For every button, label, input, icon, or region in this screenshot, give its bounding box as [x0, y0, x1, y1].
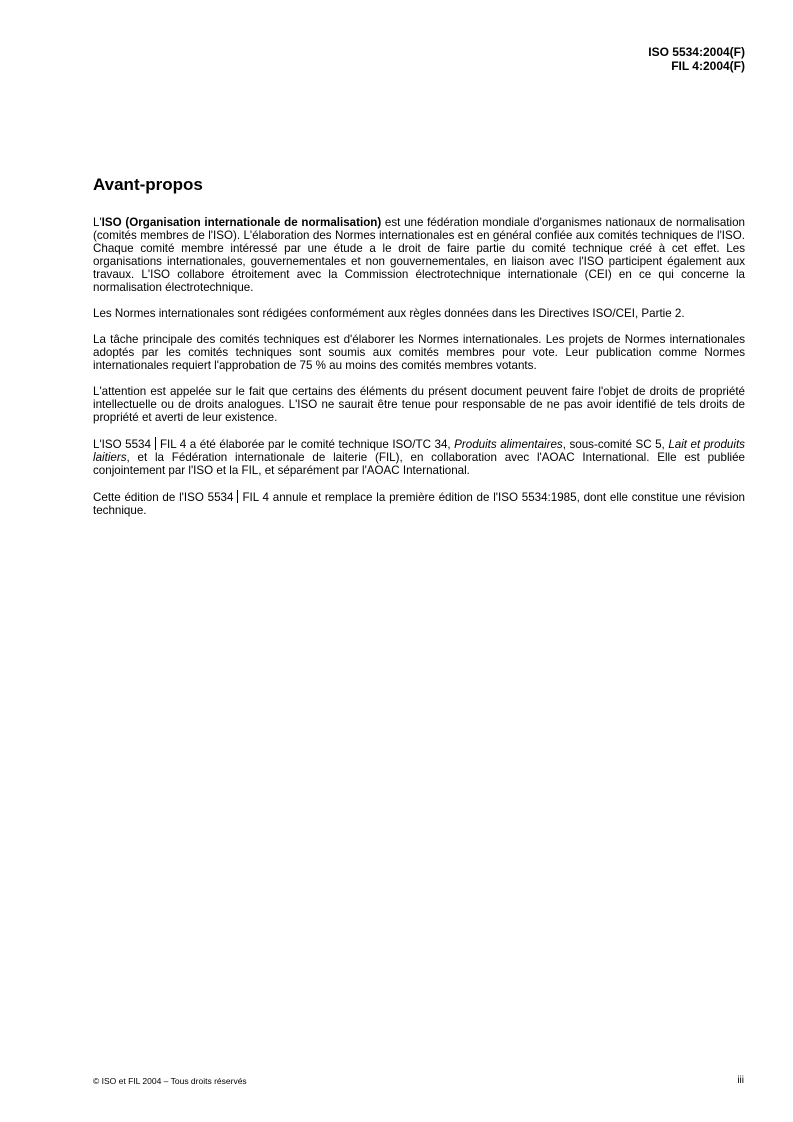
- p1-prefix: L': [93, 216, 102, 229]
- p5-f: , et la Fédération internationale de laiterie (FIL), en collaboration avec l'AOAC International. Elle est publiée conjointement par l'ISO et la FIL, et séparément par l'AOAC International.: [93, 451, 745, 477]
- p5-d: , sous-comité SC 5,: [562, 438, 669, 451]
- p5-committee-name: Produits alimentaires: [454, 438, 563, 451]
- paragraph-patent-rights: L'attention est appelée sur le fait que certains des éléments du présent document peuvent faire l'objet de droits de propriété intellectuelle ou de droits analogues. L'ISO ne saurait être tenue pour responsable de ne pas avoir identifié de tels droits de propriété et averti de leur existence.: [93, 385, 745, 424]
- p5-b: FIL 4 a été élaborée par le comité technique ISO/TC 34,: [159, 438, 455, 451]
- paragraph-iso-intro: [93, 216, 745, 294]
- page-title: Avant-propos: [93, 175, 203, 194]
- document-reference: [648, 45, 745, 73]
- fil-reference: FIL 4:2004(F): [671, 59, 745, 73]
- separator-bar: [237, 490, 238, 503]
- p1-rest: est une fédération mondiale d'organismes nationaux de normalisation (comités membres de l'ISO). L'élaboration des Normes internationales est en général confiée aux comités techniques de l'ISO. Chaque comité membre intéressé par une étude a le droit de faire partie du comité technique créé à cet effet. Les organisations internationales, gouvernementales et non gouvernementales, en liaison avec l'ISO participent également aux travaux. L'ISO collabore étroitement avec la Commission électrotechnique internationale (CEI) en ce qui concerne la normalisation électrotechnique.: [93, 216, 745, 294]
- paragraph-technical-committees: La tâche principale des comités techniques est d'élaborer les Normes internationales. Les projets de Normes internationales adoptés par les comités techniques sont soumis aux comités membres pour vote. Leur publication comme Normes internationales requiert l'approbation de 75 % au moins des comités membres votants.: [93, 333, 745, 372]
- p6-b: FIL 4 annule et remplace la première édition de l'ISO 5534:1985, dont elle constitue une révision technique.: [93, 491, 745, 517]
- p1-bold-org-name: ISO (Organisation internationale de normalisation): [101, 216, 382, 229]
- page-number: iii: [737, 1075, 744, 1086]
- iso-reference: ISO 5534:2004(F): [648, 45, 745, 59]
- paragraph-preparation: [93, 437, 745, 477]
- paragraph-directives: Les Normes internationales sont rédigées conformément aux règles données dans les Directives ISO/CEI, Partie 2.: [93, 307, 685, 320]
- foreword-body: [93, 216, 745, 530]
- p5-subcommittee-name: Lait et produits laitiers: [93, 438, 745, 464]
- p6-a: Cette édition de l'ISO 5534: [93, 491, 234, 504]
- p5-a: L'ISO 5534: [93, 438, 151, 451]
- paragraph-edition: [93, 490, 745, 517]
- separator-bar: [155, 437, 156, 450]
- footer-copyright: © ISO et FIL 2004 – Tous droits réservés: [93, 1076, 247, 1086]
